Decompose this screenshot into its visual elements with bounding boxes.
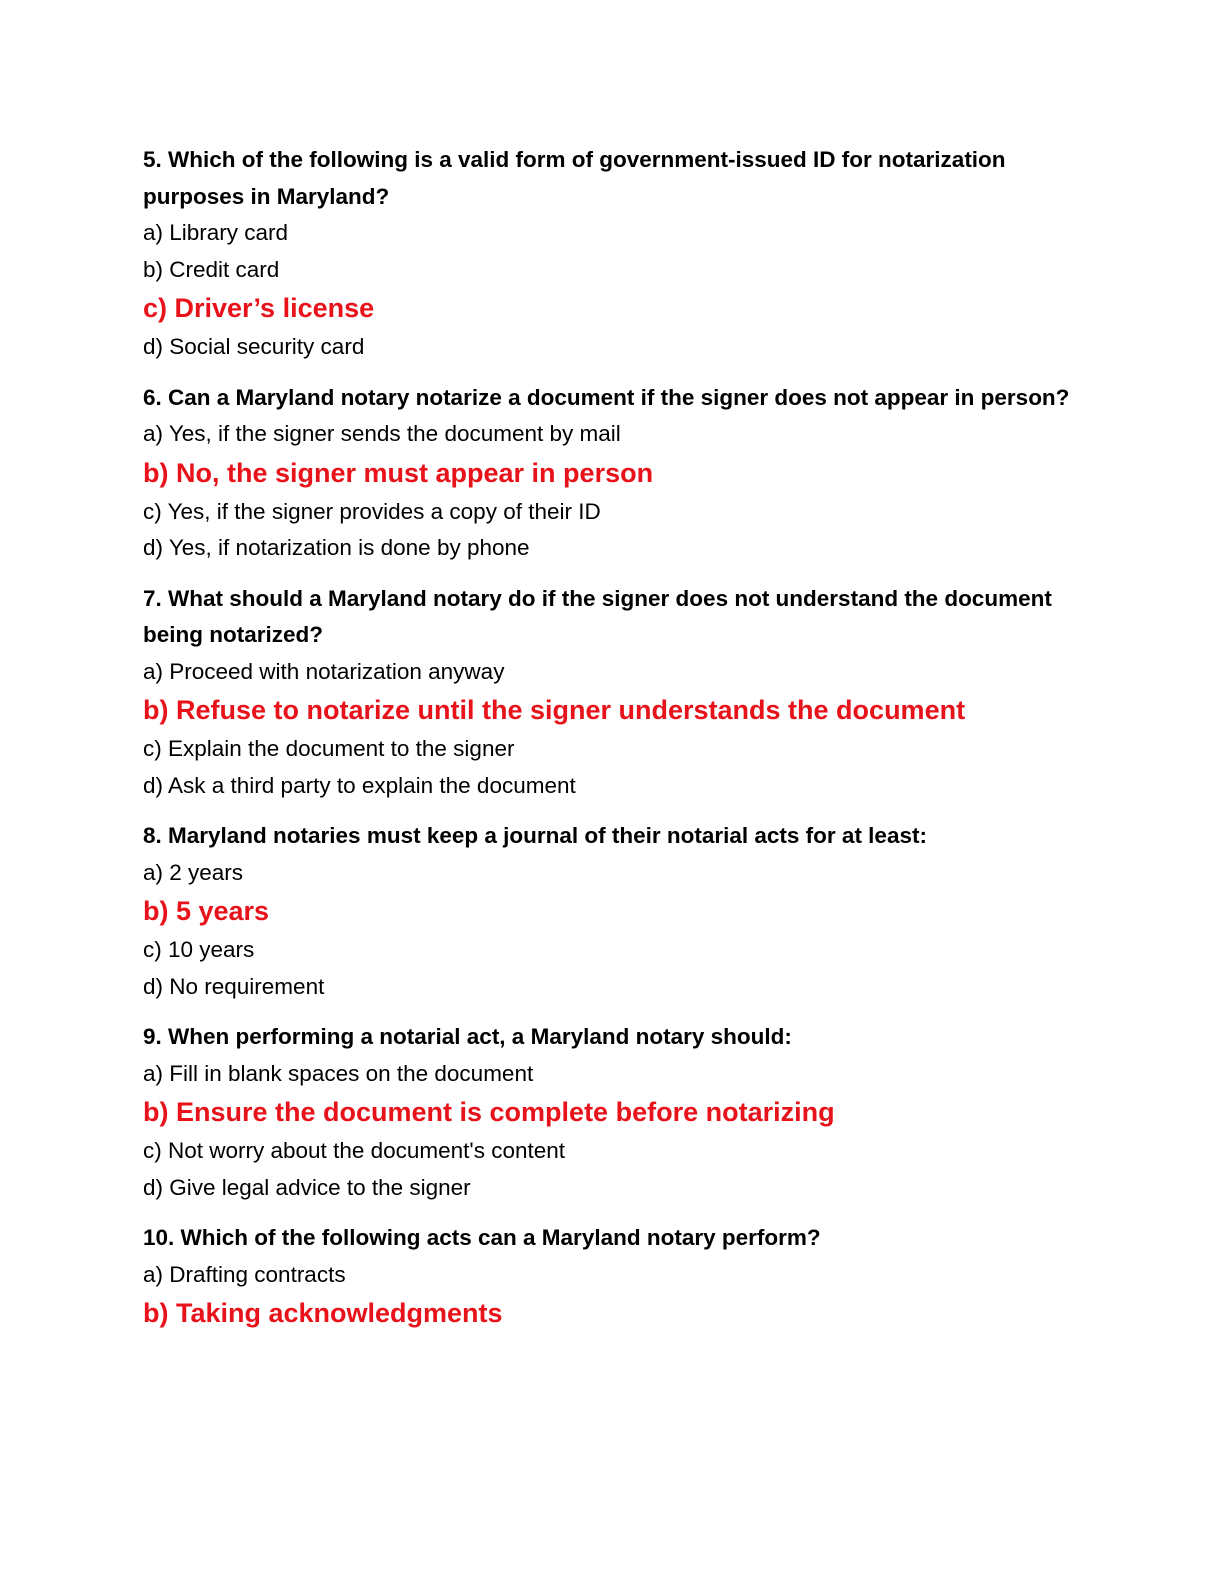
question-text: 6. Can a Maryland notary notarize a document if the signer does not appear in person? [143, 384, 1070, 410]
question-text: 10. Which of the following acts can a Maryland notary perform? [143, 1225, 821, 1250]
answer-option: d) Yes, if notarization is done by phone [143, 535, 530, 560]
answer-option: c) Yes, if the signer provides a copy of their ID [143, 498, 601, 524]
answer-option: a) Proceed with notarization anyway [143, 658, 505, 684]
document-page [143, 142, 1083, 1348]
answer-option: d) Social security card [143, 334, 365, 359]
answer-option: c) Not worry about the document's content [143, 1138, 566, 1163]
correct-answer-option: b) Ensure the document is complete before notarizing [143, 1097, 835, 1127]
question-7 [143, 581, 1083, 805]
correct-answer-option: b) Taking acknowledgments [143, 1298, 503, 1328]
answer-option: a) Drafting contracts [143, 1261, 346, 1287]
question-text: 5. Which of the following is a valid form of government-issued ID for notarization purposes in Maryland? [143, 147, 1006, 209]
answer-option: a) Yes, if the signer sends the document by mail [143, 421, 621, 446]
answer-option: c) 10 years [143, 937, 255, 962]
correct-answer-option: b) No, the signer must appear in person [143, 457, 654, 488]
question-text: 9. When performing a notarial act, a Maryland notary should: [143, 1024, 792, 1049]
answer-option: c) Explain the document to the signer [143, 736, 515, 761]
answer-option: d) No requirement [143, 973, 325, 999]
answer-option: a) Fill in blank spaces on the document [143, 1060, 534, 1086]
answer-option: a) 2 years [143, 859, 244, 885]
answer-option: a) Library card [143, 220, 289, 245]
question-8 [143, 818, 1083, 1005]
correct-answer-option: b) Refuse to notarize until the signer understands the document [143, 695, 966, 725]
answer-option: b) Credit card [143, 256, 280, 282]
question-10 [143, 1220, 1083, 1334]
correct-answer-option: b) 5 years [143, 896, 270, 926]
question-text: 8. Maryland notaries must keep a journal of their notarial acts for at least: [143, 823, 927, 848]
question-5 [143, 142, 1083, 366]
question-text: 7. What should a Maryland notary do if the signer does not understand the document being notarized? [143, 585, 1052, 647]
correct-answer-option: c) Driver’s license [143, 293, 375, 323]
question-6 [143, 380, 1083, 567]
answer-option: d) Give legal advice to the signer [143, 1174, 471, 1200]
answer-option: d) Ask a third party to explain the document [143, 772, 576, 798]
question-9 [143, 1019, 1083, 1206]
